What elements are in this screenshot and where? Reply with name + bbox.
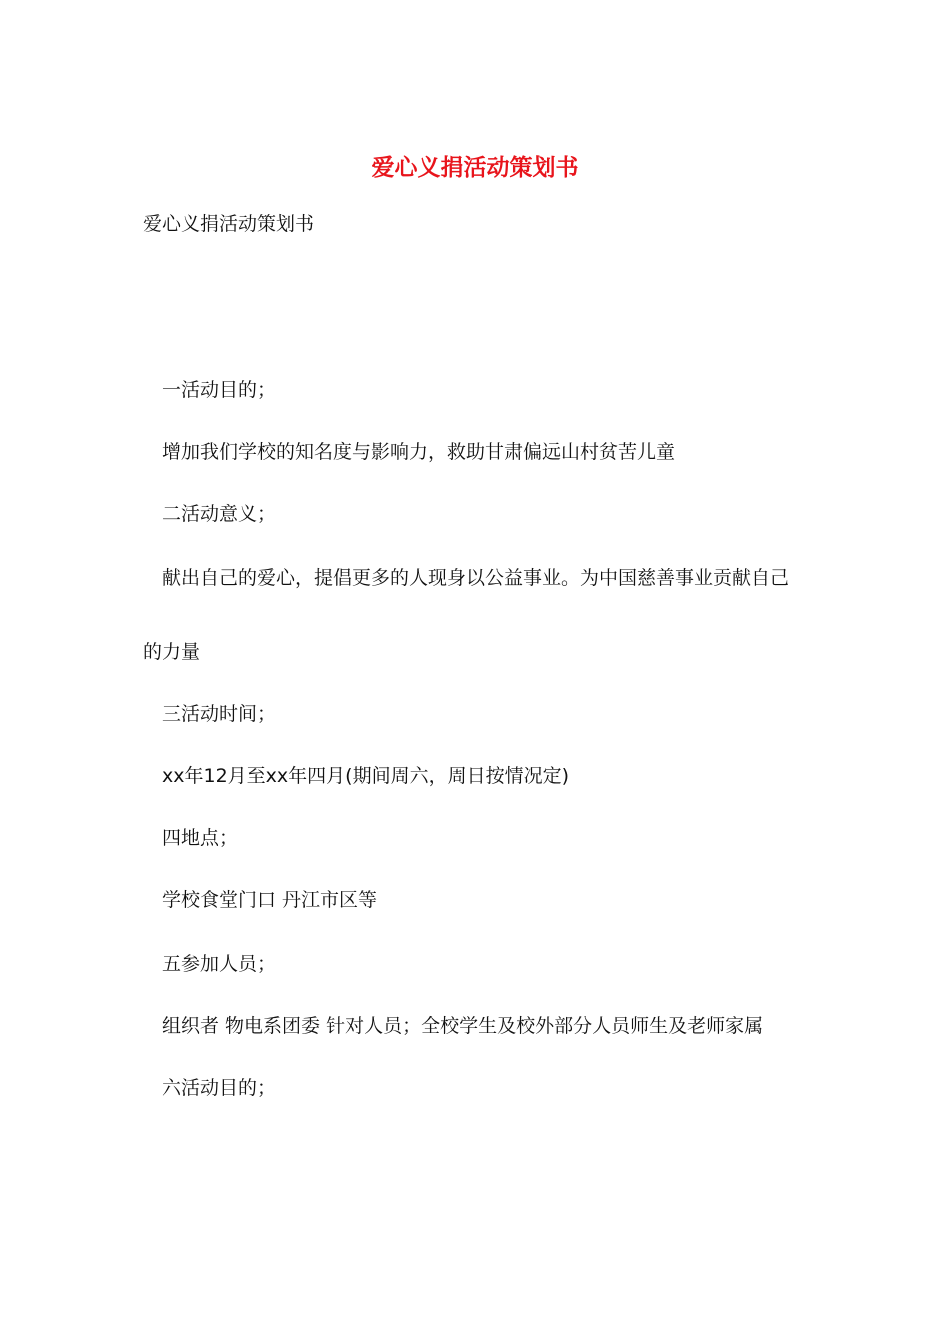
document-title: 爱心义捐活动策划书 (371, 154, 579, 181)
paragraph-purpose: 增加我们学校的知名度与影响力，救助甘肃偏远山村贫苦儿童 (162, 441, 676, 463)
paragraph-significance: 献出自己的爱心，提倡更多的人现身以公益事业。为中国慈善事业贡献自己 (162, 567, 790, 589)
document-subtitle: 爱心义捐活动策划书 (143, 213, 315, 235)
section-heading-purpose: 一活动目的； (162, 379, 277, 401)
section-heading-time: 三活动时间； (162, 703, 277, 725)
section-heading-location: 四地点； (162, 827, 239, 849)
paragraph-significance-continued: 的力量 (143, 641, 201, 663)
section-heading-activity-goal: 六活动目的； (162, 1077, 277, 1099)
paragraph-location: 学校食堂门口 丹江市区等 (162, 889, 378, 911)
paragraph-time: xx年12月至xx年四月(期间周六，周日按情况定) (162, 765, 569, 787)
section-heading-participants: 五参加人员； (162, 953, 277, 975)
section-heading-significance: 二活动意义； (162, 503, 277, 525)
paragraph-participants: 组织者 物电系团委 针对人员；全校学生及校外部分人员师生及老师家属 (162, 1015, 764, 1037)
